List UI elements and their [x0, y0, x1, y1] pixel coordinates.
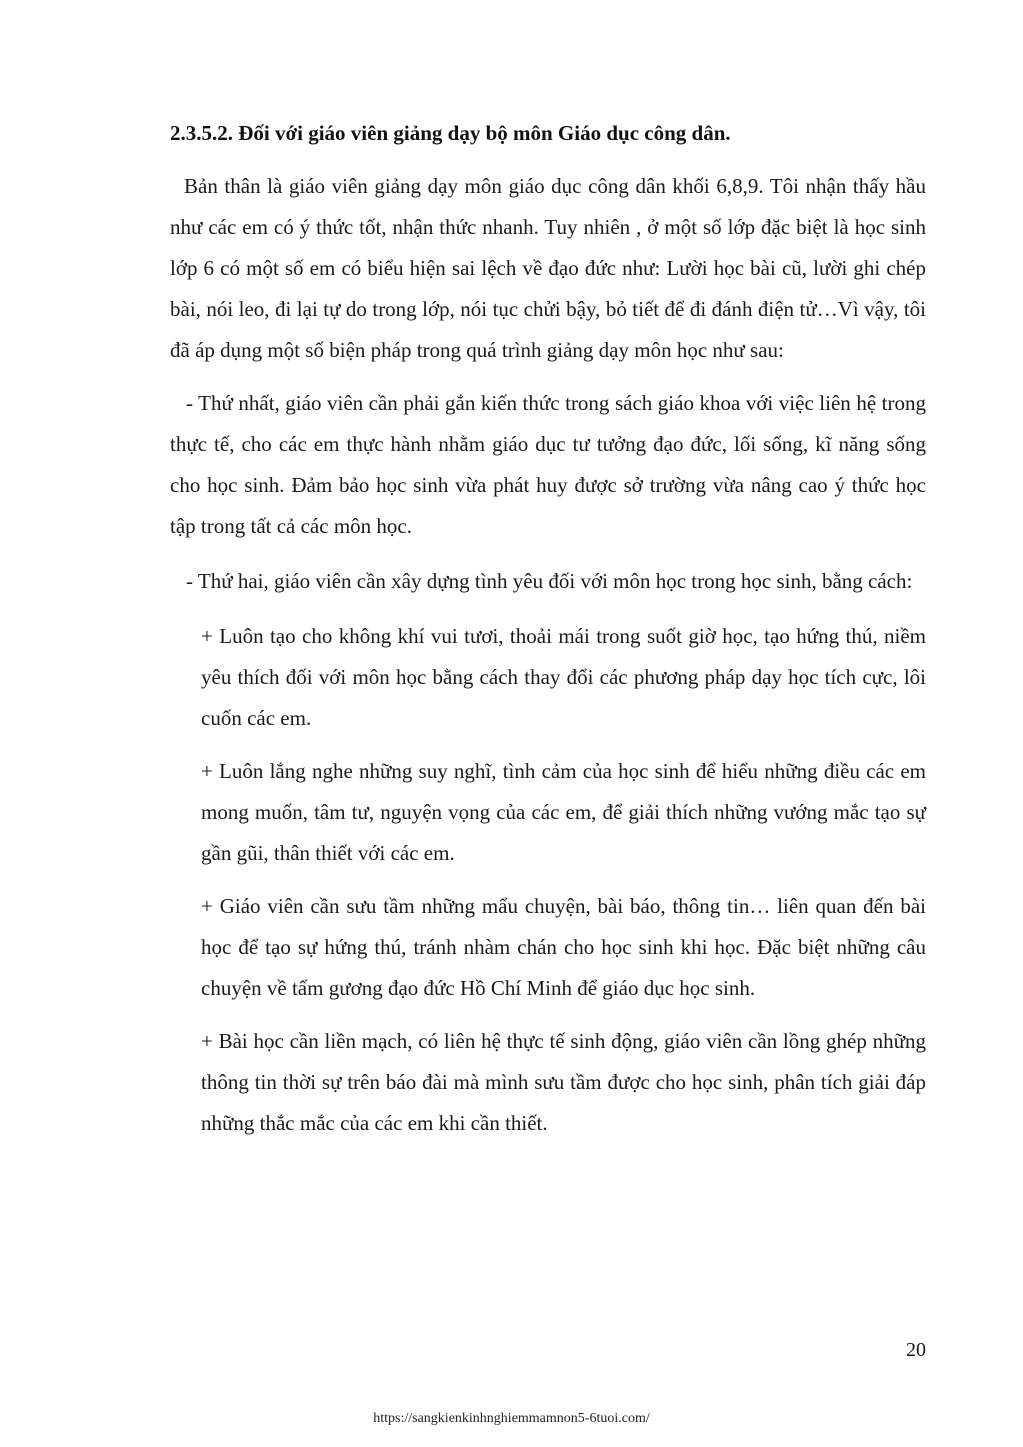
sub-point-paragraph: + Luôn lắng nghe những suy nghĩ, tình cảm của học sinh để hiểu những điều các em mong muốn, tâm tư, nguyện vọng của các em, để giải thích những vướng mắc tạo sự gần gũi, thân thiết với các em. [201, 759, 926, 865]
footer-url[interactable]: https://sangkienkinhnghiemmamnon5-6tuoi.com/ [373, 1411, 650, 1426]
document-body [170, 118, 926, 1156]
sub-point-paragraph: + Giáo viên cần sưu tầm những mẩu chuyện, bài báo, thông tin… liên quan đến bài học để tạo sự hứng thú, tránh nhàm chán cho học sinh khi học. Đặc biệt những câu chuyện về tấm gương đạo đức Hồ Chí Minh để giáo dục học sinh. [201, 894, 926, 1000]
sub-point-paragraph: + Bài học cần liền mạch, có liên hệ thực tế sinh động, giáo viên cần lồng ghép những thông tin thời sự trên báo đài mà mình sưu tầm được cho học sinh, phân tích giải đáp những thắc mắc của các em khi cần thiết. [201, 1029, 926, 1135]
point-two-paragraph: - Thứ hai, giáo viên cần xây dựng tình yêu đối với môn học trong học sinh, bằng cách: [186, 569, 913, 593]
point-one-paragraph: - Thứ nhất, giáo viên cần phải gắn kiến thức trong sách giáo khoa với việc liên hệ trong thực tế, cho các em thực hành nhằm giáo dục tư tưởng đạo đức, lối sống, kĩ năng sống cho học sinh. Đảm bảo học sinh vừa phát huy được sở trường vừa nâng cao ý thức học tập trong tất cả các môn học. [170, 391, 926, 538]
section-heading: 2.3.5.2. Đối với giáo viên giảng dạy bộ môn Giáo dục công dân. [170, 121, 731, 145]
sub-point-paragraph: + Luôn tạo cho không khí vui tươi, thoải mái trong suốt giờ học, tạo hứng thú, niềm yêu thích đối với môn học bằng cách thay đổi các phương pháp dạy học tích cực, lôi cuốn các em. [201, 624, 926, 730]
intro-paragraph: Bản thân là giáo viên giảng dạy môn giáo dục công dân khối 6,8,9. Tôi nhận thấy hầu như các em có ý thức tốt, nhận thức nhanh. Tuy nhiên , ở một số lớp đặc biệt là học sinh lớp 6 có một số em có biểu hiện sai lệch về đạo đức như: Lười học bài cũ, lười ghi chép bài, nói leo, đi lại tự do trong lớp, nói tục chửi bậy, bỏ tiết để đi đánh điện tử…Vì vậy, tôi đã áp dụng một số biện pháp trong quá trình giảng dạy môn học như sau: [170, 174, 926, 362]
page-number: 20 [906, 1339, 926, 1361]
